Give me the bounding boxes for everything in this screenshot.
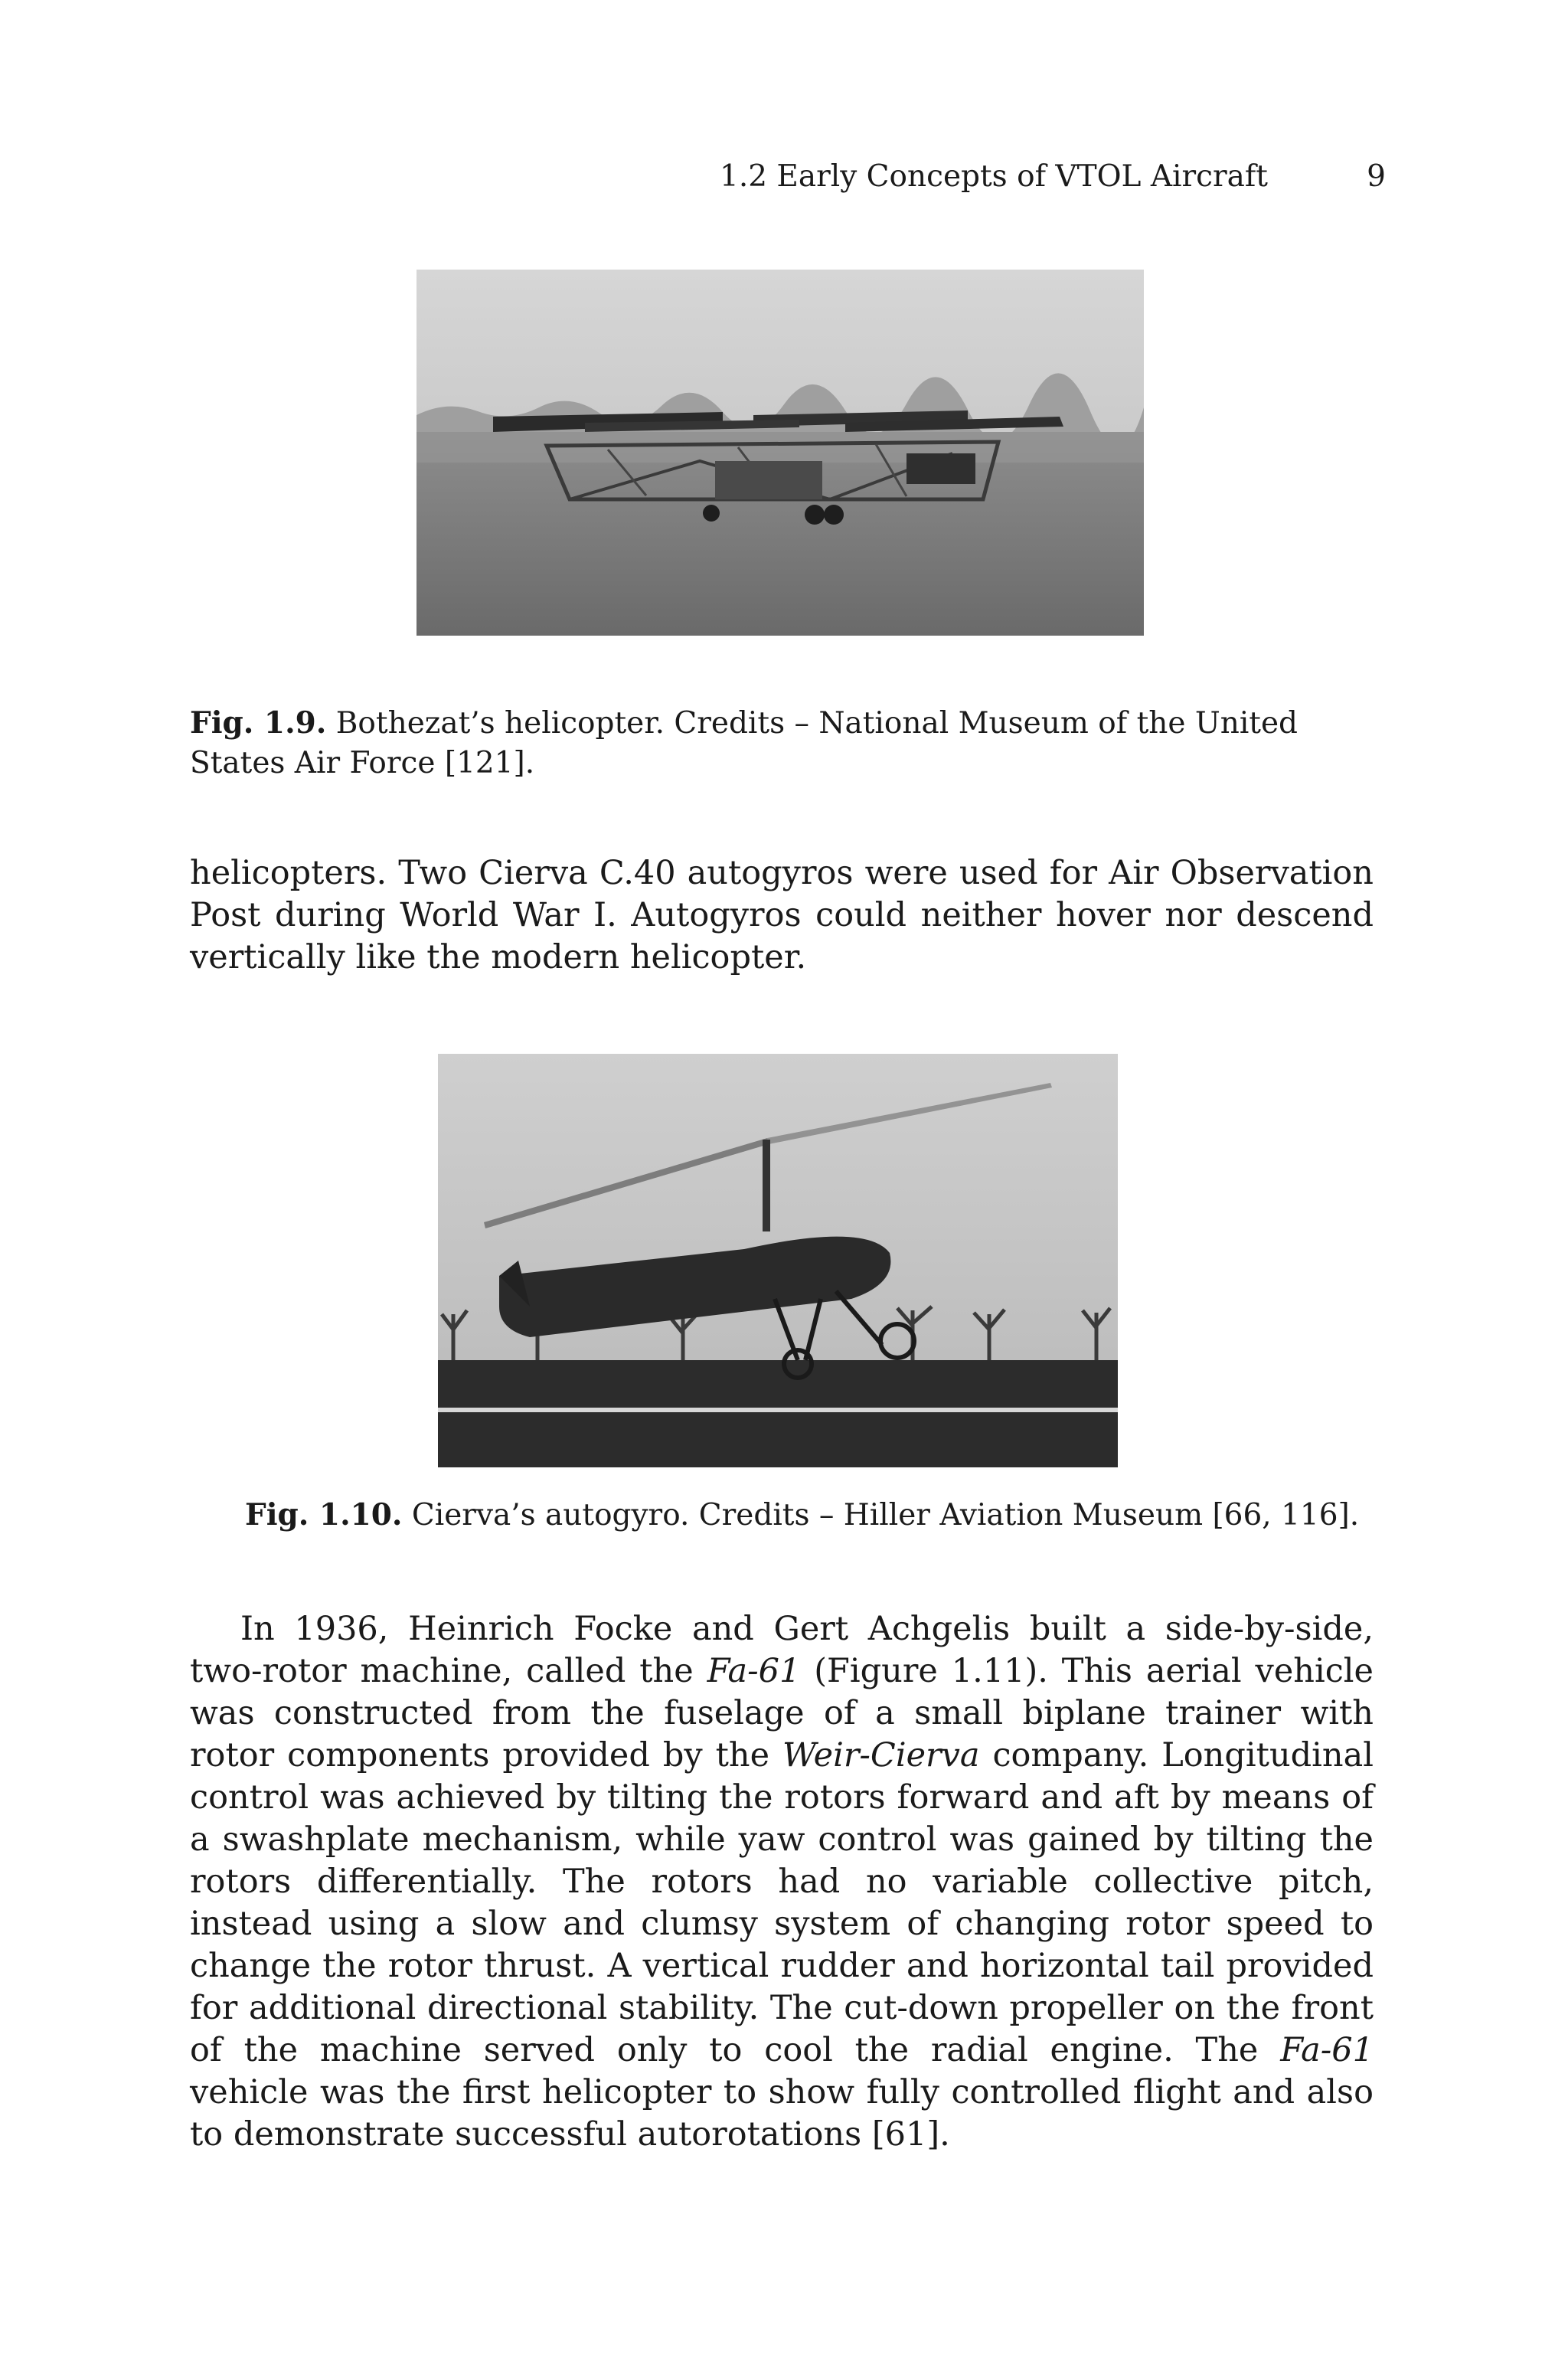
figure-label: Fig. 1.10.	[245, 1497, 403, 1532]
figure-label: Fig. 1.9.	[190, 705, 327, 741]
caption-text: Bothezat’s helicopter. Credits – National Museum of the United States Air Force [121].	[190, 706, 1298, 780]
text-run: (Figure 1.11). This aerial vehicle was constructed from the fuselage of a small biplane trainer with rotor components provided by the	[190, 1652, 1374, 1774]
body-paragraph-fa61	[190, 1608, 1374, 2156]
text-run: In 1936, Heinrich Focke and Gert Achgelis built a side-by-side, two-rotor machine, called the	[190, 1610, 1374, 1690]
text-run: vehicle was the first helicopter to show fully controlled flight and also to demonstrate successful autorotations [61].	[190, 2073, 1374, 2154]
bothezat-helicopter-photo	[416, 270, 1144, 636]
italic-term: Weir-Cierva	[782, 1736, 980, 1774]
cierva-autogyro-photo	[438, 1054, 1118, 1467]
figure-caption-1-9	[190, 703, 1377, 783]
section-title: 1.2 Early Concepts of VTOL Aircraft	[720, 159, 1268, 194]
body-paragraph: helicopters. Two Cierva C.40 autogyros were used for Air Observation Post during World War I. Autogyros could neither hover nor descend vertically like the modern helicopter.	[190, 854, 1374, 976]
running-header	[720, 159, 1409, 198]
caption-text: Cierva’s autogyro. Credits – Hiller Aviation Museum [66, 116].	[411, 1498, 1360, 1532]
text-run: company. Longitudinal control was achieved by tilting the rotors forward and aft by means of a swashplate mechanism, while yaw control was gained by tilting the rotors differentially. The rotors had no variable collective pitch, instead using a slow and clumsy system of changing rotor speed to change the rotor thrust. A vertical rudder and horizontal tail provided for additional directional stability. The cut-down propeller on the front of the machine served only to cool the radial engine. The	[190, 1736, 1374, 2069]
figure-caption-1-10	[245, 1495, 1393, 1536]
page-number: 9	[1367, 159, 1386, 194]
italic-term: Fa-61	[1280, 2031, 1374, 2069]
italic-term: Fa-61	[707, 1652, 801, 1690]
